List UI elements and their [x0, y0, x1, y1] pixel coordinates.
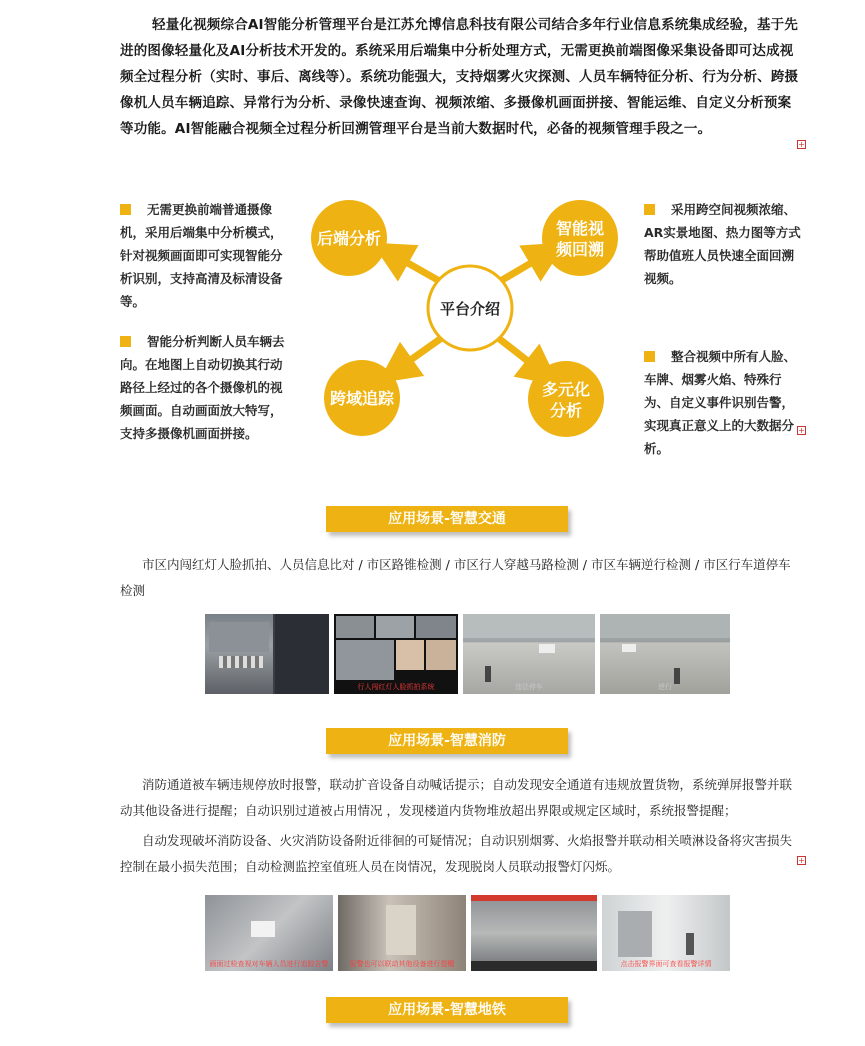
node-bottom-right [528, 361, 604, 437]
node-label: 智能视 [555, 219, 605, 238]
expand-icon[interactable]: + [798, 426, 805, 435]
square-bullet-icon [120, 204, 131, 215]
feature-multi-analysis [644, 345, 804, 460]
arrow-top-left [390, 253, 443, 283]
feature-text: 整合视频中所有人脸、车牌、烟雾火焰、特殊行为、自定义事件识别告警，实现真正意义上的大数据分析。 [644, 349, 797, 456]
center-label: 平台介绍 [439, 300, 501, 318]
node-label: 跨域追踪 [329, 389, 395, 408]
arrow-bottom-left [395, 337, 443, 371]
thumbnail-caption: 点击报警界面可查看报警详情 [620, 960, 712, 968]
thumbnail-caption: 行人闯红灯人脸抓拍系统 [357, 683, 435, 691]
fire-description-1: 消防通道被车辆违规停放时报警，联动扩音设备自动喊话提示；自动发现安全通道有违规放置货物，系统弹屏报警并联动其他设备进行提醒；自动识别过道被占用情况 ，发现楼道内货物堆放超出界限或规定区域时，系统报警提醒； [120, 777, 793, 818]
traffic-thumbnail [463, 614, 595, 694]
fire-thumbnail [471, 895, 597, 971]
feature-text: 无需更换前端普通摄像机，采用后端集中分析模式，针对视频画面即可实现智能分析识别，支持高清及标清设备等。 [120, 202, 283, 309]
feature-backend-analysis [120, 198, 290, 313]
node-label: 分析 [549, 401, 583, 420]
traffic-thumbnail [600, 614, 730, 694]
node-label: 多元化 [541, 380, 591, 399]
traffic-thumbnail [205, 614, 329, 694]
thumbnail-caption: 逆行 [658, 683, 672, 691]
expand-icon[interactable]: + [798, 140, 805, 149]
section-banner-traffic: 应用场景-智慧交通 [326, 506, 568, 532]
expand-icon[interactable]: + [798, 856, 805, 865]
node-top-right [542, 200, 618, 276]
node-label: 后端分析 [316, 229, 382, 248]
fire-thumbnail [338, 895, 466, 971]
square-bullet-icon [120, 336, 131, 347]
feature-cross-domain-tracking [120, 330, 290, 445]
feature-text: 智能分析判断人员车辆去向。在地图上自动切换其行动路径上经过的各个摄像机的视频画面。自动画面放大特写，支持多摄像机画面拼接。 [120, 334, 285, 441]
section-banner-fire: 应用场景-智慧消防 [326, 728, 568, 754]
feature-video-review [644, 198, 804, 290]
square-bullet-icon [644, 351, 655, 362]
fire-thumbnail [205, 895, 333, 971]
thumbnail-caption: 报警也可以联动其他设备进行提醒 [349, 960, 455, 968]
node-label: 频回溯 [555, 240, 605, 259]
thumbnail-caption: 画面过检查视对车辆人员进行追踪告警 [209, 960, 329, 968]
arrow-top-right [497, 253, 548, 283]
traffic-description: 市区内闯红灯人脸抓拍、人员信息比对 / 市区路锥检测 / 市区行人穿越马路检测 / 市区车辆逆行检测 / 市区行车道停车检测 [120, 557, 791, 598]
section-banner-metro: 应用场景-智慧地铁 [326, 997, 568, 1023]
square-bullet-icon [644, 204, 655, 215]
traffic-thumbnail [334, 614, 458, 694]
thumbnail-caption: 违法停车 [515, 683, 543, 691]
arrow-bottom-right [497, 337, 543, 373]
platform-diagram [300, 195, 640, 450]
fire-thumbnail [602, 895, 730, 971]
intro-paragraph: 轻量化视频综合AI智能分析管理平台是江苏允博信息科技有限公司结合多年行业信息系统集成经验，基于先进的图像轻量化及AI分析技术开发的。系统采用后端集中分析处理方式，无需更换前端图像采集设备即可达成视频全过程分析（实时、事后、离线等）。系统功能强大，支持烟雾火灾探测、人员车辆特征分析、行为分析、跨摄像机人员车辆追踪、异常行为分析、录像快速查询、视频浓缩、多摄像机画面拼接、智能运维、自定义分析预案等功能。AI智能融合视频全过程分析回溯管理平台是当前大数据时代，必备的视频管理手段之一。 [120, 17, 799, 137]
feature-text: 采用跨空间视频浓缩、AR实景地图、热力图等方式帮助值班人员快速全面回溯视频。 [644, 202, 801, 286]
fire-description-2: 自动发现破坏消防设备、火灾消防设备附近徘徊的可疑情况；自动识别烟雾、火焰报警并联动相关喷淋设备将灾害损失控制在最小损失范围；自动检测监控室值班人员在岗情况，发现脱岗人员联动报警灯闪烁。 [120, 833, 793, 874]
